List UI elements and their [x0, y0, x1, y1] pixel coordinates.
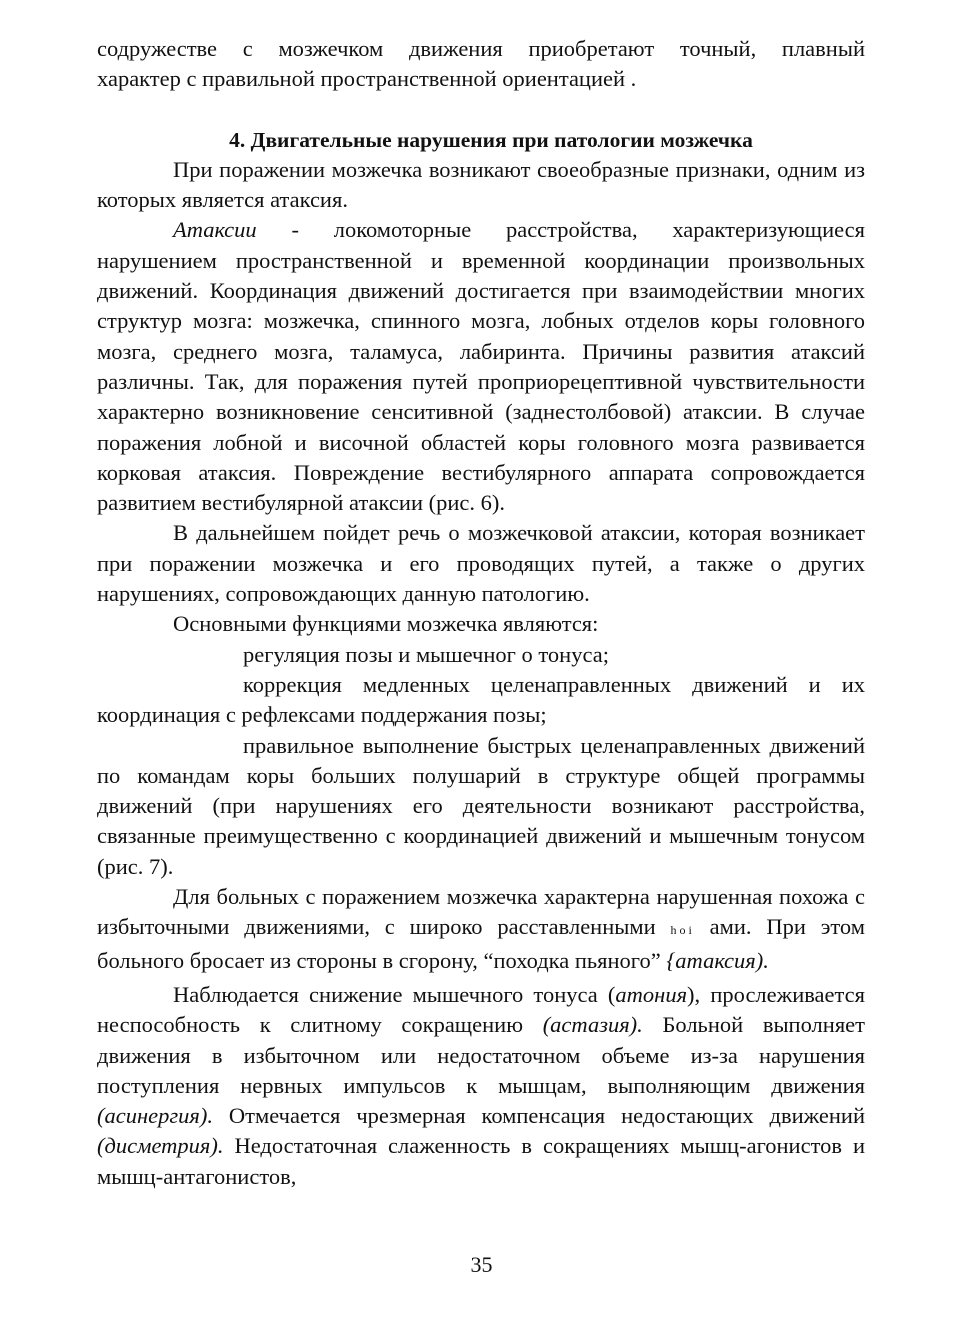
paragraph-continuation-line-1: содружестве с мозжечком движения приобретают точный, плавный: [97, 36, 865, 61]
gait-text-c: ами. При этом больного бросает из стороны в сгорону, “походка пьяного”: [97, 914, 865, 973]
term-atonia: атония: [615, 981, 688, 1007]
term-dysmetria: (дисметрия).: [97, 1133, 224, 1159]
term-ataxia: Атаксии: [173, 217, 257, 243]
paragraph-gait: [97, 882, 865, 976]
gait-text-artifact: hoi: [670, 923, 695, 938]
gait-text-a: Для больных с поражением мозжечка характерна нарушенная похожа с избыточными движениями, с широко расставленными: [97, 884, 865, 940]
ataxia-definition-text: - локомоторные расстройства, характеризующиеся нарушением пространственной и временной координации произвольных движений. Координация движений достигается при взаимодействии многих структур мозга: мозжечка, спинного мозга, лобных отделов коры головного мозга, среднего мозга, таламуса, лабиринта. Причины развития атаксий различны. Так, для поражения путей проприорецептивной чувствительности характерно возникновение сенситивной (заднестолбовой) атаксии. В случае поражения лобной и височной областей коры головного мозга развивается корковая атаксия. Повреждение вестибулярного аппарата сопровождается развитием вестибулярной атаксии (рис. 6).: [97, 217, 865, 516]
paragraph-continuation-line-2: характер с правильной пространственной ориентацией .: [97, 66, 637, 92]
section-gap: [97, 95, 865, 125]
term-asynergia: (асинергия).: [97, 1103, 213, 1129]
symptoms-text-g: Отмечается чрезмерная компенсация недостающих движений: [212, 1103, 865, 1129]
page-number: 35: [470, 1252, 493, 1277]
gait-term: {атаксия).: [666, 947, 769, 973]
list-item-fast-movements: правильное выполнение быстрых целенаправленных движений по командам коры больших полушарий в структуре общей программы движений (при нарушениях его деятельности возникают расстройства, связанные преимущественно с координацией движений и мышечным тонусом (рис. 7).: [97, 732, 865, 879]
term-astasia: (астазия).: [542, 1012, 643, 1038]
list-item-slow-movements: коррекция медленных целенаправленных движений и их координация с рефлексами поддержания позы;: [97, 671, 865, 728]
list-item-posture: регуляция позы и мышечног о тонуса;: [243, 641, 609, 667]
symptoms-text-e: Больной выполняет движения в избыточном или недостаточном объеме из-за нарушения поступления нервных импульсов к мышцам, выполняющим движения: [97, 1012, 865, 1098]
symptoms-text-c: ), прослеживается неспособность к слитному сокращению: [97, 981, 865, 1038]
paragraph-intro: При поражении мозжечка возникают своеобразные признаки, одним из которых является атаксия.: [97, 156, 865, 213]
page-body: [97, 34, 865, 1192]
paragraph-functions-intro: Основными функциями мозжечка являются:: [173, 611, 599, 637]
paragraph-ataxia-definition: [97, 215, 865, 518]
symptoms-text-a: Наблюдается снижение мышечного тонуса (: [173, 981, 616, 1007]
paragraph-symptoms: [97, 980, 865, 1192]
section-heading: 4. Двигательные нарушения при патологии мозжечка: [229, 127, 753, 152]
paragraph-cerebellar-ataxia: В дальнейшем пойдет речь о мозжечковой атаксии, которая возникает при поражении мозжечка и его проводящих путей, а также о других нарушениях, сопровождающих данную патологию.: [97, 520, 865, 607]
symptoms-text-i: Недостаточная слаженность в сокращениях мышц-агонистов и мышц-антагонистов,: [97, 1133, 865, 1189]
